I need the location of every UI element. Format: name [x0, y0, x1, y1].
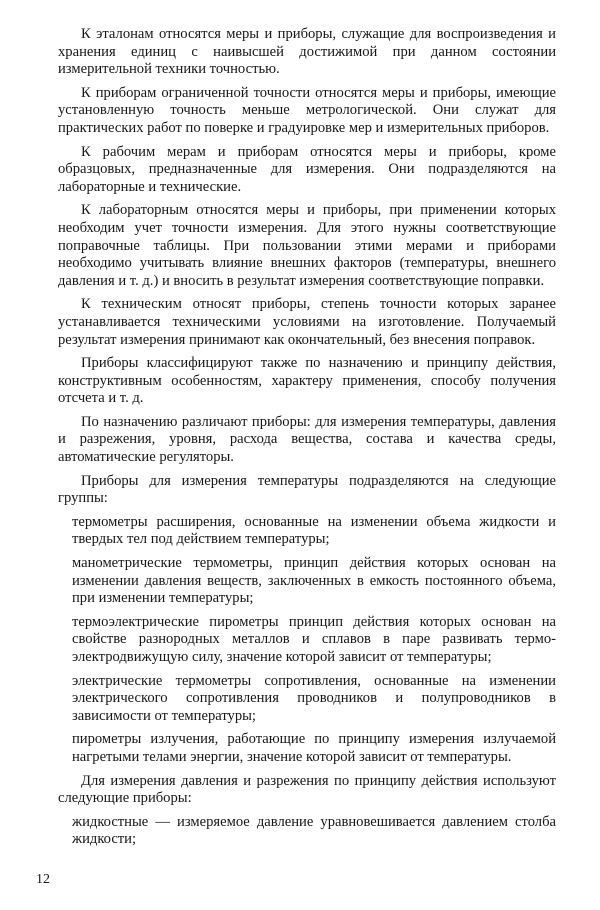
- paragraph-working-measures: К рабочим мерам и приборам относятся меры и приборы, кроме образцовых, предназначенные для измерения. Они подразделяются на лабораторные и технические.: [58, 143, 556, 195]
- paragraph-laboratory: К лабораторным относятся меры и приборы, при применении которых необходим учет точности измерения. Для этого нужны соответствующие поправочные таблицы. При пользовании этими мерами и приборами необходимо учитывать влияние внешних факторов (температуры, внешнего давления и т. д.) и вносить в результат измерения соответствующие поправки.: [58, 202, 556, 289]
- paragraph-classification: Приборы классифицируют также по назначению и принципу действия, конструктивным особенностям, характеру применения, способу получения отсчета и т. д.: [58, 355, 556, 407]
- list-item-thermoelectric-pyrometers: термоэлектрические пирометры принцип действия которых основан на свойстве разнородных металлов и сплавов в паре развивать термо-электродвижущую силу, значение которой зависит от температуры;: [72, 613, 556, 665]
- list-item-expansion-thermometers: термометры расширения, основанные на изменении объема жидкости и твердых тел под действием температуры;: [72, 513, 556, 548]
- paragraph-technical: К техническим относят приборы, степень точности которых заранее устанавливается техническими условиями на изготовление. Получаемый результат измерения принимают как окончательный, без внесения поправок.: [58, 296, 556, 348]
- paragraph-by-purpose: По назначению различают приборы: для измерения температуры, давления и разрежения, уровня, расхода вещества, состава и качества среды, автоматические регуляторы.: [58, 413, 556, 466]
- paragraph-limited-accuracy: К приборам ограниченной точности относятся меры и приборы, имеющие установленную точность меньше метрологической. Они служат для практических работ по поверке и градуировке мер и измерительных приборов.: [58, 84, 556, 136]
- paragraph-temperature-groups: Приборы для измерения температуры подразделяются на следующие группы:: [58, 472, 556, 507]
- list-item-liquid-gauges: жидкостные — измеряемое давление уравновешивается давлением столба жидкости;: [72, 813, 556, 848]
- paragraph-pressure-devices: Для измерения давления и разрежения по принципу действия используют следующие приборы:: [58, 772, 556, 807]
- list-item-manometric-thermometers: манометрические термометры, принцип действия которых основан на изменении давления веществ, заключенных в емкость постоянного объема, при изменении температуры;: [72, 555, 556, 607]
- list-item-resistance-thermometers: электрические термометры сопротивления, основанные на изменении электрического сопротивления проводников и полупроводников в зависимости от температуры;: [72, 672, 556, 724]
- page-number: 12: [36, 872, 50, 887]
- paragraph-etalons: К эталонам относятся меры и приборы, служащие для воспроизведения и хранения единиц с наивысшей достижимой при данном состоянии измерительной техники точностью.: [58, 26, 556, 78]
- list-item-radiation-pyrometers: пирометры излучения, работающие по принципу измерения излучаемой нагретыми телами энергии, значение которой зависит от температуры.: [72, 731, 556, 765]
